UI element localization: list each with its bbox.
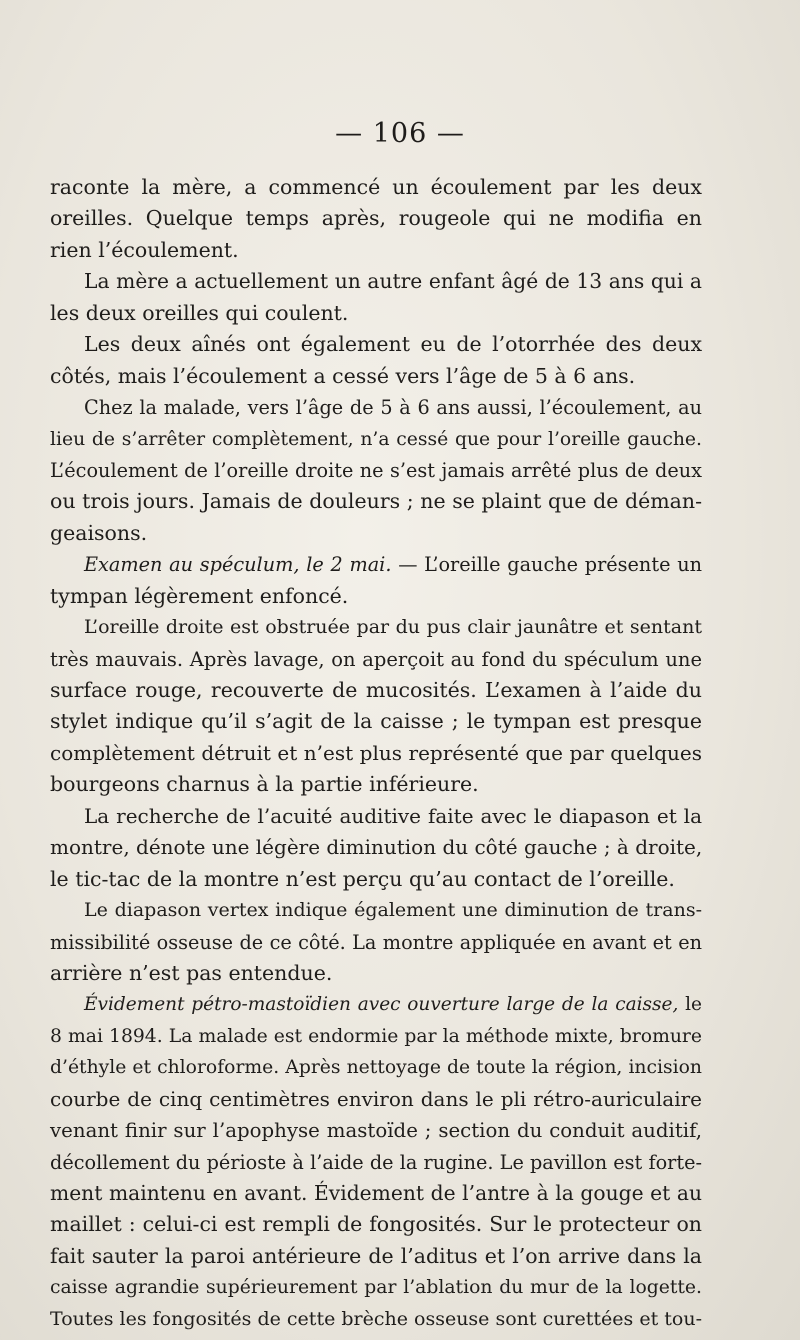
text-line: stylet indique qu’il s’agit de la caisse ; le tympan est presque <box>50 709 702 734</box>
text-line: Toutes les fongosités de cette brèche osseuse sont curettées et tou- <box>50 1307 702 1330</box>
text-line: Chez la malade, vers l’âge de 5 à 6 ans aussi, l’écoulement, au <box>84 396 702 420</box>
text-line: courbe de cinq centimètres environ dans le pli rétro-auriculaire <box>50 1086 702 1111</box>
text-line: oreilles. Quelque temps après, rougeole qui ne modifia en <box>50 206 702 231</box>
text-line: 8 mai 1894. La malade est endormie par la méthode mixte, bromure <box>50 1025 702 1047</box>
text-line: côtés, mais l’écoulement a cessé vers l’âge de 5 à 6 ans. <box>50 363 636 388</box>
text-line: Examen au spéculum, le 2 mai. — L’oreille gauche présente un <box>84 553 702 577</box>
text-line: bourgeons charnus à la partie inférieure. <box>50 772 479 797</box>
body-text <box>50 172 702 1335</box>
text-line: Le diapason vertex indique également une diminution de trans- <box>84 899 702 922</box>
text-line: fait sauter la paroi antérieure de l’aditus et l’on arrive dans la <box>50 1243 702 1268</box>
text-line: La recherche de l’acuité auditive faite avec le diapason et la <box>84 803 702 828</box>
text-line: Évidement pétro-mastoïdien avec ouverture large de la caisse, le <box>84 994 702 1016</box>
text-line: raconte la mère, a commencé un écoulement par les deux <box>50 175 702 199</box>
text-line: lieu de s’arrêter complètement, n’a cessé que pour l’oreille gauche. <box>50 428 702 450</box>
text-line: arrière n’est pas entendue. <box>50 960 333 985</box>
text-line: missibilité osseuse de ce côté. La montre appliquée en avant et en <box>50 930 702 954</box>
page-number: — 106 — <box>335 118 465 149</box>
text-line: les deux oreilles qui coulent. <box>50 300 349 325</box>
text-line: La mère a actuellement un autre enfant âgé de 13 ans qui a <box>84 269 702 294</box>
text-line: venant finir sur l’apophyse mastoïde ; section du conduit auditif, <box>50 1119 702 1143</box>
text-line: très mauvais. Après lavage, on aperçoit au fond du spéculum une <box>50 647 702 671</box>
text-line: rien l’écoulement. <box>50 237 239 262</box>
text-line: décollement du périoste à l’aide de la rugine. Le pavillon est forte- <box>50 1150 702 1174</box>
text-line: d’éthyle et chloroforme. Après nettoyage de toute la région, incision <box>50 1057 702 1079</box>
text-line: ment maintenu en avant. Évidement de l’antre à la gouge et au <box>50 1181 702 1205</box>
text-line: caisse agrandie supérieurement par l’ablation du mur de la logette. <box>50 1277 702 1299</box>
text-line: Les deux aînés ont également eu de l’otorrhée des deux <box>84 332 702 357</box>
text-line: L’écoulement de l’oreille droite ne s’est jamais arrêté plus de deux <box>50 458 702 482</box>
text-line: ou trois jours. Jamais de douleurs ; ne se plaint que de déman- <box>50 489 702 514</box>
text-line: maillet : celui-ci est rempli de fongosités. Sur le protecteur on <box>50 1212 702 1237</box>
text-line: le tic-tac de la montre n’est perçu qu’au contact de l’oreille. <box>50 866 675 891</box>
text-line: tympan légèrement enfoncé. <box>50 583 349 608</box>
text-line: geaisons. <box>50 520 148 545</box>
text-line: complètement détruit et n’est plus représenté que par quelques <box>50 740 702 765</box>
text-line: montre, dénote une légère diminution du côté gauche ; à droite, <box>50 835 703 860</box>
text-line: L’oreille droite est obstruée par du pus clair jaunâtre et sentant <box>84 616 702 639</box>
text-line: surface rouge, recouverte de mucosités. L’examen à l’aide du <box>50 678 702 702</box>
